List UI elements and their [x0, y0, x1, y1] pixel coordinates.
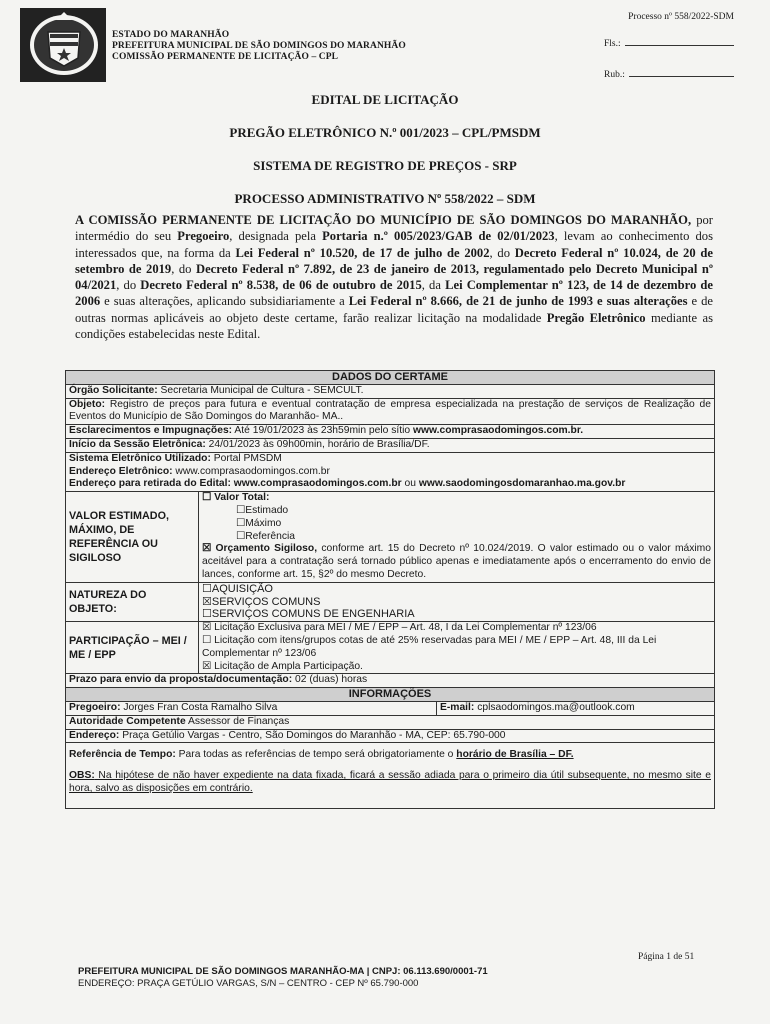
inicio-sessao-row	[66, 438, 715, 452]
esclarecimentos-value: Até 19/01/2023 às 23h59min pelo sítio	[232, 425, 414, 437]
endereco-retirada-value2: www.saodomingosdomaranhao.ma.gov.br	[418, 478, 626, 490]
orcamento-sigiloso-text: conforme art. 15 do Decreto nº 10.024/2019. O valor estimado ou o valor máximo aceitável para a contratação será tornado público apenas e imediatamente após o encerramento do envio de lances, conforme art. 15, §2º do mesmo Decreto.	[202, 543, 711, 580]
endereco-value: Praça Getúlio Vargas - Centro, São Domingos do Maranhão - MA, CEP: 65.790-000	[119, 729, 506, 741]
objeto-row	[66, 398, 715, 425]
document-titles	[0, 92, 770, 224]
objeto-label: Objeto:	[69, 398, 106, 410]
endereco-eletronico-value: www.comprasaodomingos.com.br	[172, 465, 330, 477]
title-processo: PROCESSO ADMINISTRATIVO Nº 558/2022 – SDM	[234, 191, 536, 206]
servicos-comuns-checkbox[interactable]: ☒SERVIÇOS COMUNS	[202, 595, 321, 608]
pregoeiro-value: Jorges Fran Costa Ramalho Silva	[120, 701, 278, 713]
intro-text: Pregoeiro	[177, 229, 230, 244]
intro-text: e suas alterações, aplicando subsidiariamente a	[100, 294, 349, 309]
informacoes-header: INFORMAÇÕES	[66, 688, 715, 702]
pregoeiro-cell	[66, 701, 437, 715]
page-number: Página 1 de 51	[638, 952, 695, 962]
cotas-reservadas-checkbox[interactable]: ☐ Licitação com itens/grupos cotas de até 25% reservadas para MEI / ME / EPP – Art. 48, III da Lei Complementar nº 123/06	[202, 634, 657, 659]
inicio-value: 24/01/2023 às 09h00min, horário de Brasília/DF.	[205, 438, 430, 450]
intro-text: Pregão Eletrônico	[546, 310, 646, 325]
referencia-tempo-label: Referência de Tempo:	[69, 749, 176, 761]
ampla-participacao-checkbox[interactable]: ☒ Licitação de Ampla Participação.	[202, 660, 363, 672]
maximo-checkbox[interactable]: ☐Máximo	[236, 517, 282, 529]
autoridade-row	[66, 715, 715, 729]
prazo-value: 02 (duas) horas	[292, 674, 368, 686]
intro-text: Lei Federal nº 10.520, de 17 de julho de 2002	[235, 245, 490, 260]
intro-text: , da	[421, 278, 446, 293]
sistema-label: Sistema Eletrônico Utilizado:	[69, 452, 211, 464]
rub-blank	[629, 67, 734, 77]
referencia-tempo-value: Para todas as referências de tempo será obrigatoriamente o	[175, 749, 457, 761]
intro-text: Lei Federal nº 8.666, de 21 de junho de 1993 e suas alterações	[348, 294, 688, 309]
intro-text: , levam ao conhecimento dos interessados que, na forma da	[75, 229, 713, 260]
endereco-eletronico-label: Endereço Eletrônico:	[69, 465, 173, 477]
obs-note	[69, 770, 711, 796]
valor-estimado-cell	[199, 492, 715, 583]
natureza-objeto-cell	[199, 582, 715, 621]
dados-certame-header: DADOS DO CERTAME	[66, 371, 715, 385]
intro-text: Lei Complementar nº 123, de 14 de dezembro de 2006	[75, 278, 713, 309]
process-number: Processo nº 558/2022-SDM	[628, 12, 734, 22]
obs-label: OBS:	[69, 770, 95, 782]
obs-value: Na hipótese de não haver expediente na data fixada, ficará a sessão adiada para o primeiro dia útil subsequente, no mesmo site e hora, salvo as disposições em contrário.	[69, 770, 711, 794]
endereco-row	[66, 729, 715, 743]
prazo-label: Prazo para envio da proposta/documentação:	[69, 674, 293, 686]
footer-line-1: PREFEITURA MUNICIPAL DE SÃO DOMINGOS MARANHÃO-MA | CNPJ: 06.113.690/0001-71	[78, 966, 488, 977]
intro-text: Decreto Federal nº 8.538, de 06 de outubro de 2015	[140, 278, 422, 293]
org-commission: COMISSÃO PERMANENTE DE LICITAÇÃO – CPL	[112, 52, 339, 62]
intro-text: e de outras normas aplicáveis ao objeto deste certame, farão realizar licitação na modalidade	[75, 294, 714, 325]
intro-text: Portaria n.º 005/2023/GAB de 02/01/2023	[322, 229, 555, 244]
autoridade-value: Assessor de Finanças	[185, 715, 290, 727]
rub-label: Rub.:	[604, 70, 625, 80]
rub-line	[604, 67, 734, 80]
sistema-value: Portal PMSDM	[210, 452, 282, 464]
orcamento-sigiloso-checkbox[interactable]: ☒ Orçamento Sigiloso,	[202, 543, 318, 555]
intro-text: Decreto Federal nº 10.024, de 20 de setembro de 2019	[75, 245, 713, 276]
esclarecimentos-label: Esclarecimentos e Impugnações:	[69, 425, 233, 437]
orgao-value: Secretaria Municipal de Cultura - SEMCULT.	[157, 384, 364, 396]
objeto-value: Registro de preços para futura e eventual contratação de empresa especializada na prestação de serviços de Realização de Eventos do Município de São Domingos do Maranhão- MA..	[69, 398, 711, 423]
esclarecimentos-row	[66, 425, 715, 439]
orgao-label: Órgão Solicitante:	[69, 384, 158, 396]
org-state: ESTADO DO MARANHÃO	[112, 30, 230, 40]
orgao-row	[66, 384, 715, 398]
sistema-endereco-row	[66, 452, 715, 491]
email-value: cplsaodomingos.ma@outlook.com	[474, 701, 635, 713]
page-footer	[78, 966, 488, 990]
intro-paragraph	[75, 212, 713, 342]
footer-line-2: ENDEREÇO: PRAÇA GETÚLIO VARGAS, S/N – CENTRO - CEP Nº 65.790-000	[78, 978, 419, 989]
title-pregao: PREGÃO ELETRÔNICO N.º 001/2023 – CPL/PMSDM	[229, 125, 541, 140]
certame-table	[65, 370, 715, 809]
aquisicao-checkbox[interactable]: ☐AQUISIÇÃO	[202, 582, 273, 595]
endereco-retirada-or: ou	[401, 478, 419, 490]
intro-text: , do	[489, 245, 515, 260]
fls-label: Fls.:	[604, 39, 621, 49]
process-stamp	[604, 12, 734, 98]
prazo-row	[66, 674, 715, 688]
intro-text: por intermédio do seu	[75, 213, 713, 244]
email-label: E-mail:	[440, 701, 475, 713]
title-srp: SISTEMA DE REGISTRO DE PREÇOS - SRP	[253, 158, 517, 173]
municipal-seal-logo	[20, 8, 106, 82]
intro-text: Decreto Federal nº 7.892, de 23 de janeiro de 2013, regulamentado pelo Decreto Municipal nº 04/2021	[75, 261, 713, 293]
title-edital: EDITAL DE LICITAÇÃO	[311, 92, 459, 107]
endereco-retirada-label: Endereço para retirada do Edital:	[69, 478, 231, 490]
estimado-checkbox[interactable]: ☐Estimado	[236, 504, 289, 516]
pregoeiro-label: Pregoeiro:	[69, 701, 121, 713]
valor-estimado-label: VALOR ESTIMADO, MÁXIMO, DE REFERÊNCIA OU SIGILOSO	[66, 492, 199, 583]
referencia-checkbox[interactable]: ☐Referência	[236, 530, 296, 542]
intro-text: , do	[116, 278, 141, 293]
natureza-objeto-label: NATUREZA DO OBJETO:	[66, 582, 199, 621]
intro-text: A COMISSÃO PERMANENTE DE LICITAÇÃO DO MUNICÍPIO DE SÃO DOMINGOS DO MARANHÃO,	[75, 213, 692, 227]
servicos-engenharia-checkbox[interactable]: ☐SERVIÇOS COMUNS DE ENGENHARIA	[202, 608, 415, 621]
valor-total-checkbox[interactable]: ☐ Valor Total:	[202, 492, 270, 504]
org-prefeitura: PREFEITURA MUNICIPAL DE SÃO DOMINGOS DO MARANHÃO	[112, 41, 406, 51]
email-cell	[437, 701, 715, 715]
participacao-label: PARTICIPAÇÃO – MEI / ME / EPP	[66, 622, 199, 674]
inicio-label: Início da Sessão Eletrônica:	[69, 438, 206, 450]
referencia-tempo	[69, 749, 711, 762]
endereco-retirada-value: www.comprasaodomingos.com.br	[230, 478, 402, 490]
fls-blank	[625, 36, 734, 46]
fls-line	[604, 36, 734, 49]
autoridade-label: Autoridade Competente	[69, 715, 186, 727]
participacao-cell	[199, 622, 715, 674]
intro-text: mediante as condições estabelecidas neste Edital.	[75, 310, 713, 342]
notas-row	[66, 743, 715, 808]
endereco-label: Endereço:	[69, 729, 120, 741]
org-header	[112, 30, 406, 63]
referencia-tempo-brasilia: horário de Brasília – DF.	[456, 749, 574, 761]
esclarecimentos-site: www.comprasaodomingos.com.br.	[413, 425, 584, 437]
intro-text: , designada pela	[229, 229, 323, 244]
exclusiva-mei-checkbox[interactable]: ☒ Licitação Exclusiva para MEI / ME / EPP – Art. 48, I da Lei Complementar nº 123/06	[202, 622, 597, 634]
intro-text: , do	[171, 261, 196, 276]
